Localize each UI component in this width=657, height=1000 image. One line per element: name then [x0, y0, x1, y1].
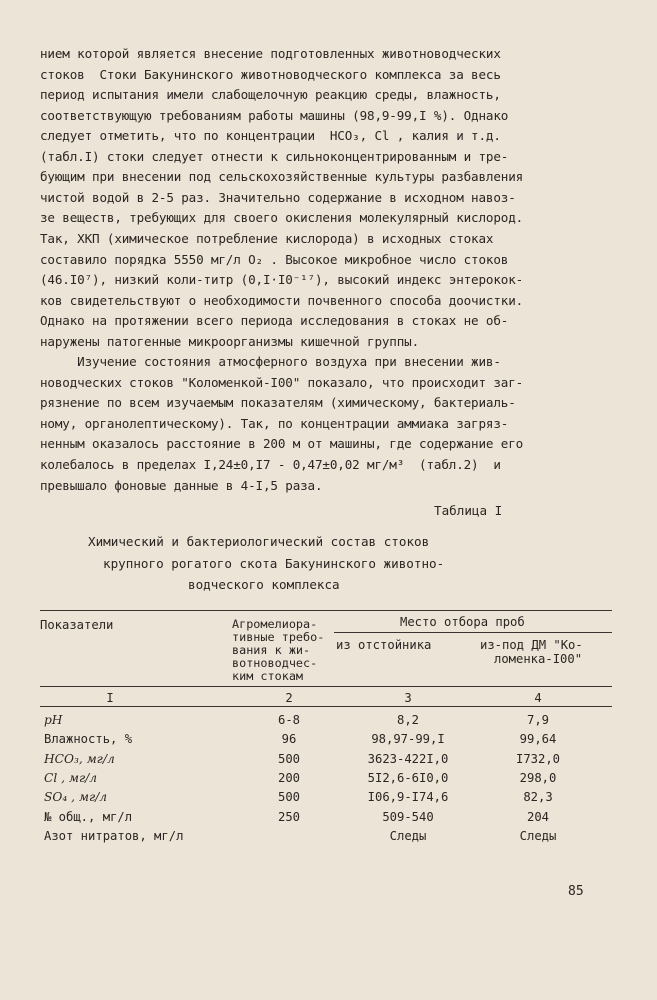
body-line: период испытания имели слабощелочную реакцию среды, влажность,	[40, 87, 501, 103]
col-number-3: 3	[404, 691, 412, 705]
body-line: ков свидетельствуют о необходимости почвенного способа доочистки.	[40, 292, 524, 308]
table-title-line-3: водческого комплекса	[188, 577, 340, 592]
table-cell-label: № общ., мг/л	[44, 809, 133, 824]
table-cell-dm: 204	[526, 809, 549, 824]
col-header-requirements-2: тивные требо-	[232, 630, 325, 644]
table-number-rule	[40, 706, 612, 707]
table-cell-settler: 509-540	[382, 809, 434, 824]
body-line: колебалось в пределах I,24±0,I7 - 0,47±0,02 мг/м³ (табл.2) и	[40, 457, 501, 472]
table-group-rule	[334, 632, 612, 633]
col-number-1: I	[106, 691, 114, 705]
table-label: Таблица I	[434, 503, 503, 518]
col-header-indicators: Показатели	[40, 618, 114, 632]
table-header-rule	[40, 686, 612, 687]
table-cell-settler: 3623-422I,0	[367, 751, 449, 766]
table-cell-label: Влажность, %	[44, 732, 133, 747]
col-group-header-sampling: Место отбора проб	[400, 615, 525, 629]
table-cell-label: Азот нитратов, мг/л	[44, 828, 184, 843]
col-header-settler: из отстойника	[336, 638, 432, 652]
body-line: нием которой является внесение подготовленных животноводческих	[40, 46, 501, 61]
table-title-line-1: Химический и бактериологический состав стоков	[88, 534, 430, 549]
table-cell-settler: 8,2	[396, 713, 419, 727]
body-line: ненным оказалось расстояние в 200 м от машины, где содержание его	[40, 436, 524, 452]
body-line: ному, органолептическому). Так, по концентрации аммиака загряз-	[40, 415, 509, 431]
table-cell-label: Cl , мг/л	[44, 770, 97, 785]
body-line: наружены патогенные микроорганизмы кишечной группы.	[40, 333, 420, 349]
body-line: зе веществ, требующих для своего окисления молекулярный кислород.	[40, 210, 524, 226]
table-cell-req: 6-8	[277, 713, 300, 727]
col-header-dm-2: ломенка-I00"	[494, 652, 583, 666]
table-cell-req: 500	[277, 751, 300, 766]
col-header-requirements-4: вотноводчес-	[232, 656, 318, 670]
table-cell-req: 250	[277, 809, 300, 824]
body-line: рязнение по всем изучаемым показателям (химическому, бактериаль-	[40, 395, 516, 411]
body-line: чистой водой в 2-5 раз. Значительно содержание в исходном навоз-	[40, 189, 516, 205]
body-line: Однако на протяжении всего периода исследования в стоках не об-	[40, 313, 509, 329]
page-number: 85	[568, 884, 584, 899]
table-cell-dm: 99,64	[519, 732, 557, 747]
table-cell-dm: 298,0	[519, 770, 557, 785]
table-cell-settler: I06,9-I74,6	[367, 790, 449, 805]
table-cell-dm: I732,0	[515, 751, 561, 766]
body-line: бующим при внесении под сельскохозяйственные культуры разбавления	[40, 169, 524, 185]
body-line: Изучение состояния атмосферного воздуха при внесении жив-	[40, 354, 501, 370]
table-cell-settler: 98,97-99,I	[371, 732, 445, 747]
body-line: стоков Стоки Бакунинского животноводческого комплекса за весь	[40, 66, 501, 82]
col-number-2: 2	[285, 691, 293, 705]
col-header-requirements-3: вания к жи-	[232, 643, 311, 657]
table-top-rule	[40, 610, 612, 611]
body-line: превышало фоновые данные в 4-I,5 раза.	[40, 477, 323, 493]
col-header-requirements-5: ким стокам	[232, 669, 304, 683]
body-line: новодческих стоков "Коломенкой-I00" показало, что происходит заг-	[40, 374, 524, 390]
table-cell-req: 200	[277, 770, 300, 785]
table-cell-dm: Следы	[519, 828, 557, 843]
table-cell-label: SO₄ , мг/л	[44, 790, 107, 805]
col-header-requirements-1: Агромелиора-	[232, 617, 318, 631]
table-cell-dm: 82,3	[523, 790, 553, 805]
body-line: (46.I0⁷), низкий коли-титр (0,I·I0⁻¹⁷), высокий индекс энтерокок-	[40, 272, 524, 288]
col-header-dm-1: из-под ДМ "Ко-	[480, 638, 583, 652]
body-line: Так, ХКП (химическое потребление кислорода) в исходных стоках	[40, 230, 494, 246]
table-cell-label: pH	[44, 713, 63, 727]
table-cell-label: HCO₃, мг/л	[44, 751, 115, 766]
table-cell-dm: 7,9	[526, 713, 549, 727]
body-line: следует отметить, что по концентрации HCO₃, Cl , калия и т.д.	[40, 128, 501, 144]
body-line: составило порядка 5550 мг/л O₂ . Высокое микробное число стоков	[40, 251, 509, 267]
col-number-4: 4	[534, 691, 542, 705]
body-line: (табл.I) стоки следует отнести к сильноконцентрированным и тре-	[40, 148, 509, 164]
table-cell-settler: Следы	[389, 828, 427, 843]
table-cell-req: 500	[277, 790, 300, 805]
table-title-line-2: крупного рогатого скота Бакунинского животно-	[103, 556, 445, 571]
body-line: соответствующую требованиям работы машины (98,9-99,I %). Однако	[40, 107, 509, 123]
table-cell-settler: 5I2,6-6I0,0	[367, 770, 449, 785]
table-cell-req: 96	[281, 732, 297, 747]
